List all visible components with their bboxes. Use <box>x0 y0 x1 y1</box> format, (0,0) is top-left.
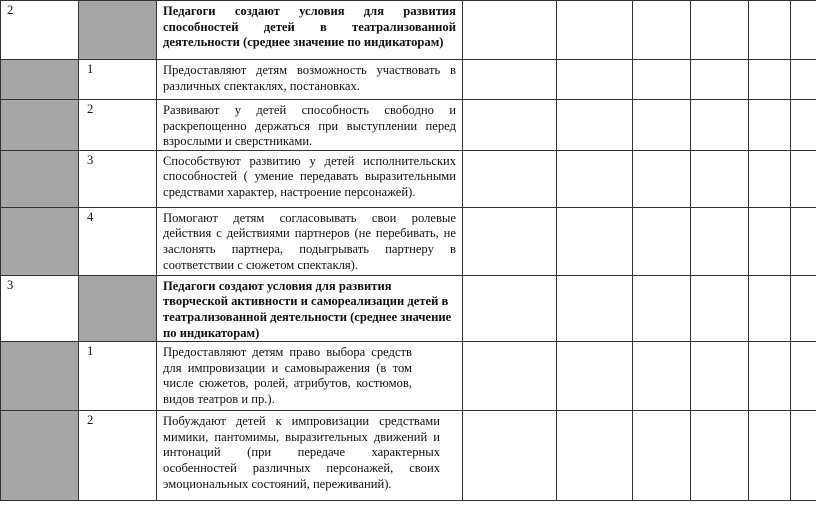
empty-cell[interactable] <box>633 411 691 501</box>
indicator-number: 2 <box>79 411 157 501</box>
empty-cell[interactable] <box>557 411 633 501</box>
empty-cell[interactable] <box>633 60 691 100</box>
empty-cell[interactable] <box>633 150 691 207</box>
section-number: 2 <box>1 1 79 60</box>
empty-cell[interactable] <box>691 342 749 411</box>
empty-cell[interactable] <box>749 207 791 275</box>
empty-cell[interactable] <box>463 1 557 60</box>
empty-cell[interactable] <box>749 411 791 501</box>
empty-cell[interactable] <box>749 342 791 411</box>
indicator-text: Помогают детям согласовывать свои ролевые действия с действиями партнеров (не перебивать, не заслонять партнера, подыгрывать партнеру в соответствии с сюжетом спектакля). <box>157 207 463 275</box>
empty-cell[interactable] <box>691 275 749 341</box>
indicator-text: Побуждают детей к импровизации средствами мимики, пантомимы, выразительных движений и интонаций (при передаче характерных особенностей различных персонажей, своих эмоциональных состояний, переживаний). <box>157 411 463 501</box>
shaded-cell <box>1 60 79 100</box>
shaded-cell <box>1 150 79 207</box>
indicator-text: Предоставляют детям возможность участвовать в различных спектаклях, постановках. <box>157 60 463 100</box>
empty-cell[interactable] <box>791 342 816 411</box>
shaded-cell <box>79 275 157 341</box>
empty-cell[interactable] <box>691 150 749 207</box>
section-row <box>1 1 816 60</box>
empty-cell[interactable] <box>749 60 791 100</box>
empty-cell[interactable] <box>557 207 633 275</box>
shaded-cell <box>1 100 79 151</box>
indicator-row <box>1 60 816 100</box>
empty-cell[interactable] <box>749 150 791 207</box>
empty-cell[interactable] <box>463 60 557 100</box>
empty-cell[interactable] <box>463 275 557 341</box>
section-number: 3 <box>1 275 79 341</box>
empty-cell[interactable] <box>633 275 691 341</box>
empty-cell[interactable] <box>749 1 791 60</box>
empty-cell[interactable] <box>691 1 749 60</box>
indicator-row <box>1 411 816 501</box>
empty-cell[interactable] <box>557 100 633 151</box>
indicator-row <box>1 150 816 207</box>
empty-cell[interactable] <box>691 411 749 501</box>
indicator-text: Способствуют развитию у детей исполнительских способностей ( умение передавать выразительными средствами характер, настроение персонажей). <box>157 150 463 207</box>
section-title: Педагоги создают условия для развития способностей детей в театрализованной деятельности (среднее значение по индикаторам) <box>157 1 463 60</box>
shaded-cell <box>1 342 79 411</box>
empty-cell[interactable] <box>791 150 816 207</box>
empty-cell[interactable] <box>557 275 633 341</box>
empty-cell[interactable] <box>633 342 691 411</box>
indicator-text: Предоставляют детям право выбора средств для импровизации и самовыражения (в том числе сюжетов, ролей, атрибутов, костюмов, видов театров и пр.). <box>157 342 463 411</box>
indicator-number: 1 <box>79 60 157 100</box>
indicator-number: 3 <box>79 150 157 207</box>
empty-cell[interactable] <box>791 1 816 60</box>
indicator-number: 4 <box>79 207 157 275</box>
empty-cell[interactable] <box>791 275 816 341</box>
empty-cell[interactable] <box>463 150 557 207</box>
empty-cell[interactable] <box>749 275 791 341</box>
empty-cell[interactable] <box>557 150 633 207</box>
indicator-number: 2 <box>79 100 157 151</box>
section-row <box>1 275 816 341</box>
indicator-text: Развивают у детей способность свободно и раскрепощенно держаться при выступлении перед взрослыми и сверстниками. <box>157 100 463 151</box>
empty-cell[interactable] <box>691 60 749 100</box>
indicator-row <box>1 100 816 151</box>
empty-cell[interactable] <box>557 1 633 60</box>
empty-cell[interactable] <box>691 100 749 151</box>
section-title: Педагоги создают условия для развития творческой активности и самореализации детей в театрализованной деятельности (среднее значение по индикаторам) <box>157 275 463 341</box>
shaded-cell <box>79 1 157 60</box>
empty-cell[interactable] <box>791 100 816 151</box>
indicator-row <box>1 342 816 411</box>
empty-cell[interactable] <box>463 207 557 275</box>
indicator-row <box>1 207 816 275</box>
empty-cell[interactable] <box>791 60 816 100</box>
empty-cell[interactable] <box>791 411 816 501</box>
empty-cell[interactable] <box>557 60 633 100</box>
empty-cell[interactable] <box>633 207 691 275</box>
shaded-cell <box>1 207 79 275</box>
shaded-cell <box>1 411 79 501</box>
empty-cell[interactable] <box>749 100 791 151</box>
indicator-number: 1 <box>79 342 157 411</box>
empty-cell[interactable] <box>633 1 691 60</box>
empty-cell[interactable] <box>557 342 633 411</box>
empty-cell[interactable] <box>791 207 816 275</box>
empty-cell[interactable] <box>463 342 557 411</box>
empty-cell[interactable] <box>633 100 691 151</box>
empty-cell[interactable] <box>691 207 749 275</box>
empty-cell[interactable] <box>463 100 557 151</box>
empty-cell[interactable] <box>463 411 557 501</box>
